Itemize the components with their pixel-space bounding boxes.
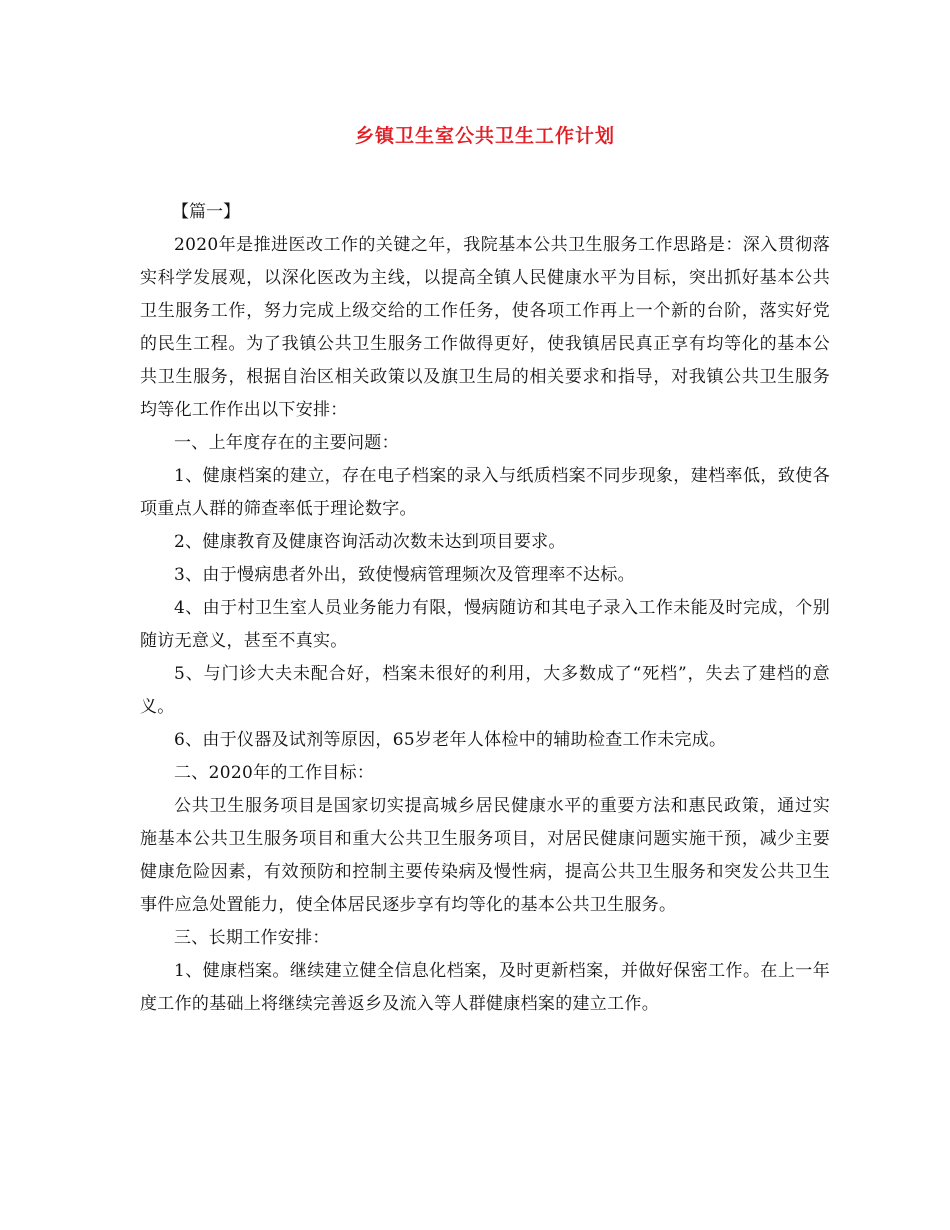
problem-item-4: 4、由于村卫生室人员业务能力有限，慢病随访和其电子录入工作未能及时完成，个别随访无意义，甚至不真实。 [140, 598, 830, 651]
problem-item-2: 2、健康教育及健康咨询活动次数未达到项目要求。 [174, 532, 566, 552]
problem-item-5: 5、与门诊大夫未配合好，档案未很好的利用，大多数成了“死档”，失去了建档的意义。 [140, 664, 830, 717]
section-tag: 【篇一】 [172, 202, 240, 222]
long-term-item-1: 1、健康档案。继续建立健全信息化档案，及时更新档案，并做好保密工作。在上一年度工作的基础上将继续完善返乡及流入等人群健康档案的建立工作。 [140, 961, 830, 1014]
heading-long-term: 三、长期工作安排： [174, 928, 330, 948]
heading-goals: 二、2020年的工作目标： [174, 763, 375, 783]
problem-item-3: 3、由于慢病患者外出，致使慢病管理频次及管理率不达标。 [174, 565, 635, 585]
document-page [140, 112, 830, 1021]
paragraph-goals: 公共卫生服务项目是国家切实提高城乡居民健康水平的重要方法和惠民政策，通过实施基本公共卫生服务项目和重大公共卫生服务项目，对居民健康问题实施干预，减少主要健康危险因素，有效预防和控制主要传染病及慢性病，提高公共卫生服务和突发公共卫生事件应急处置能力，使全体居民逐步享有均等化的基本公共卫生服务。 [140, 796, 830, 915]
paragraph-intro: 2020年是推进医改工作的关键之年，我院基本公共卫生服务工作思路是：深入贯彻落实科学发展观，以深化医改为主线，以提高全镇人民健康水平为目标，突出抓好基本公共卫生服务工作，努力完成上级交给的工作任务，使各项工作再上一个新的台阶，落实好党的民生工程。为了我镇公共卫生服务工作做得更好，使我镇居民真正享有均等化的基本公共卫生服务，根据自治区相关政策以及旗卫生局的相关要求和指导，对我镇公共卫生服务均等化工作作出以下安排： [140, 235, 830, 420]
problem-item-1: 1、健康档案的建立，存在电子档案的录入与纸质档案不同步现象，建档率低，致使各项重点人群的筛查率低于理论数字。 [140, 466, 830, 519]
problem-item-6: 6、由于仪器及试剂等原因，65岁老年人体检中的辅助检查工作未完成。 [174, 730, 727, 750]
document-title: 乡镇卫生室公共卫生工作计划 [354, 125, 615, 147]
heading-problems: 一、上年度存在的主要问题： [174, 433, 399, 453]
